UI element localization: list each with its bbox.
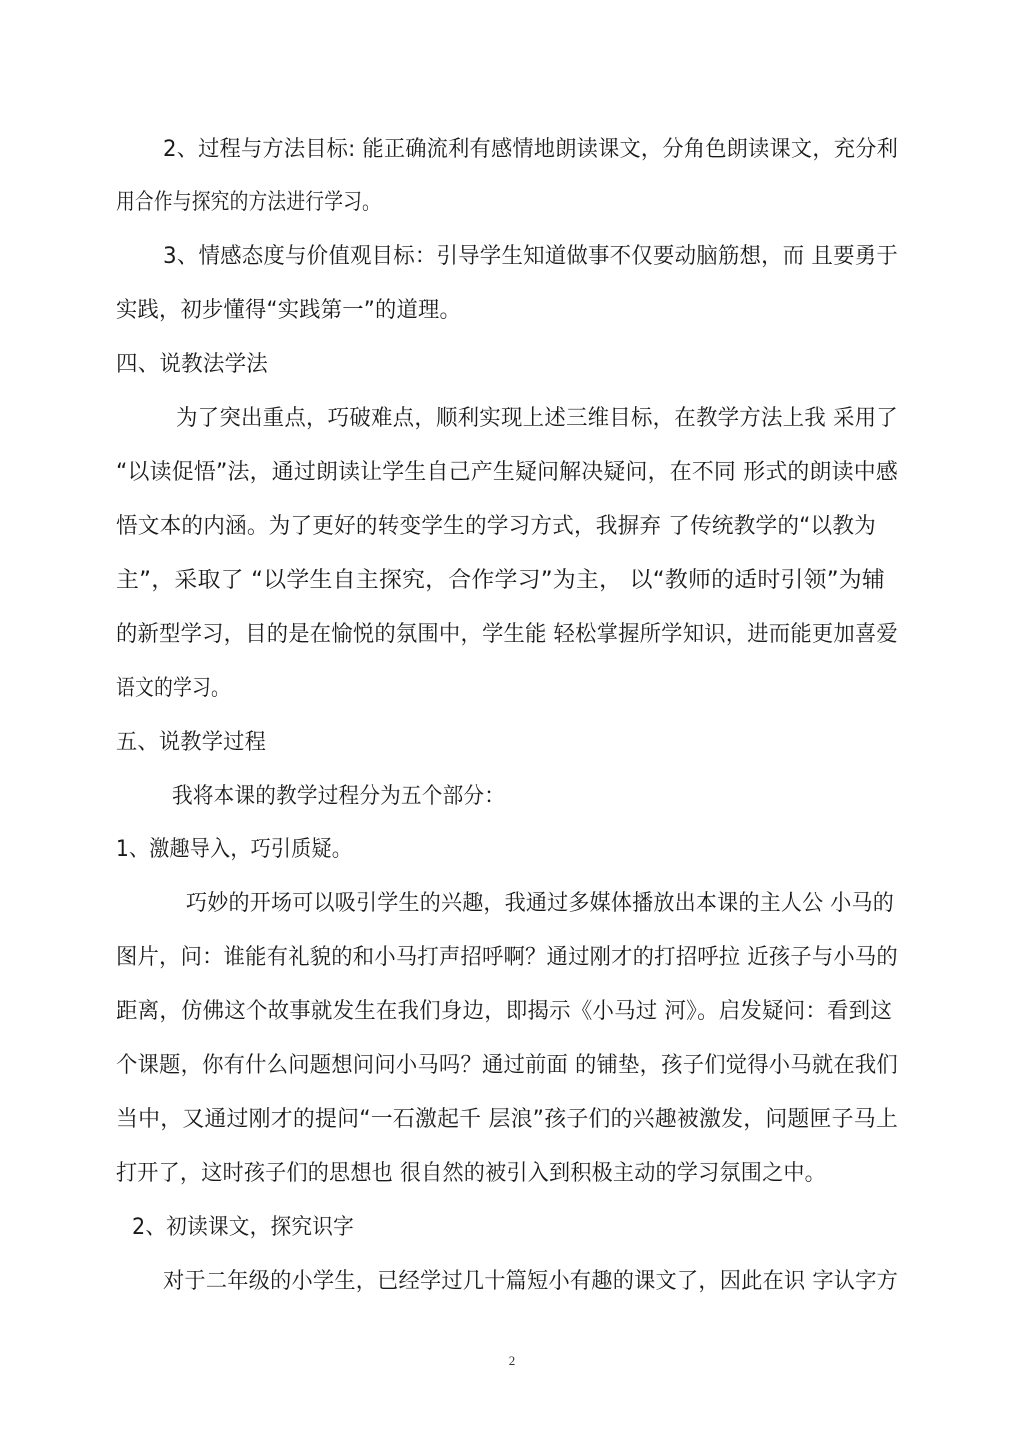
text-line: 语文的学习。	[116, 676, 230, 701]
text-line: 的新型学习，目的是在愉悦的氛围中，学生能 轻松掌握所学知识，进而能更加喜爱	[116, 622, 898, 647]
text-line: 对于二年级的小学生，已经学过几十篇短小有趣的课文了，因此在识 字认字方	[163, 1269, 899, 1294]
text-line: 巧妙的开场可以吸引学生的兴趣，我通过多媒体播放出本课的主人公 小马的	[186, 891, 894, 916]
text-line: 当中，又通过刚才的提问“一石激起千 层浪”孩子们的兴趣被激发，问题匣子马上	[116, 1107, 898, 1132]
text-line: 主”，采取了 “以学生自主探究，合作学习”为主， 以“教师的适时引领”为辅	[116, 568, 886, 593]
text-line: 1、激趣导入，巧引质疑。	[116, 837, 353, 862]
text-line: 为了突出重点，巧破难点，顺利实现上述三维目标，在教学方法上我 采用了	[176, 406, 898, 431]
text-line: 五、说教学过程	[116, 730, 266, 755]
text-line: 用合作与探究的方法进行学习。	[116, 190, 381, 215]
text-line: 四、说教法学法	[116, 352, 269, 377]
page-number: 2	[508, 1353, 516, 1368]
text-line: 个课题，你有什么问题想问问小马吗？通过前面 的铺垫，孩子们觉得小马就在我们	[116, 1053, 898, 1078]
text-line: “以读促悟”法，通过朗读让学生自己产生疑问解决疑问，在不同 形式的朗读中感	[116, 460, 898, 485]
text-line: 实践，初步懂得“实践第一”的道理。	[116, 298, 461, 323]
text-line: 3、情感态度与价值观目标：引导学生知道做事不仅要动脑筋想，而 且要勇于	[163, 244, 898, 269]
text-line: 悟文本的内涵。为了更好的转变学生的学习方式，我摒弃 了传统教学的“以教为	[116, 514, 876, 539]
text-line: 打开了，这时孩子们的思想也 很自然的被引入到积极主动的学习氛围之中。	[116, 1161, 826, 1186]
text-line: 我将本课的教学过程分为五个部分：	[172, 784, 506, 809]
text-line: 2、过程与方法目标: 能正确流利有感情地朗读课文，分角色朗读课文，充分利	[163, 137, 899, 162]
text-line: 距离，仿佛这个故事就发生在我们身边，即揭示《小马过 河》。启发疑问：看到这	[116, 999, 892, 1024]
text-line: 2、初读课文，探究识字	[132, 1215, 355, 1240]
text-line: 图片，问：谁能有礼貌的和小马打声招呼啊？通过刚才的打招呼拉 近孩子与小马的	[116, 945, 898, 970]
